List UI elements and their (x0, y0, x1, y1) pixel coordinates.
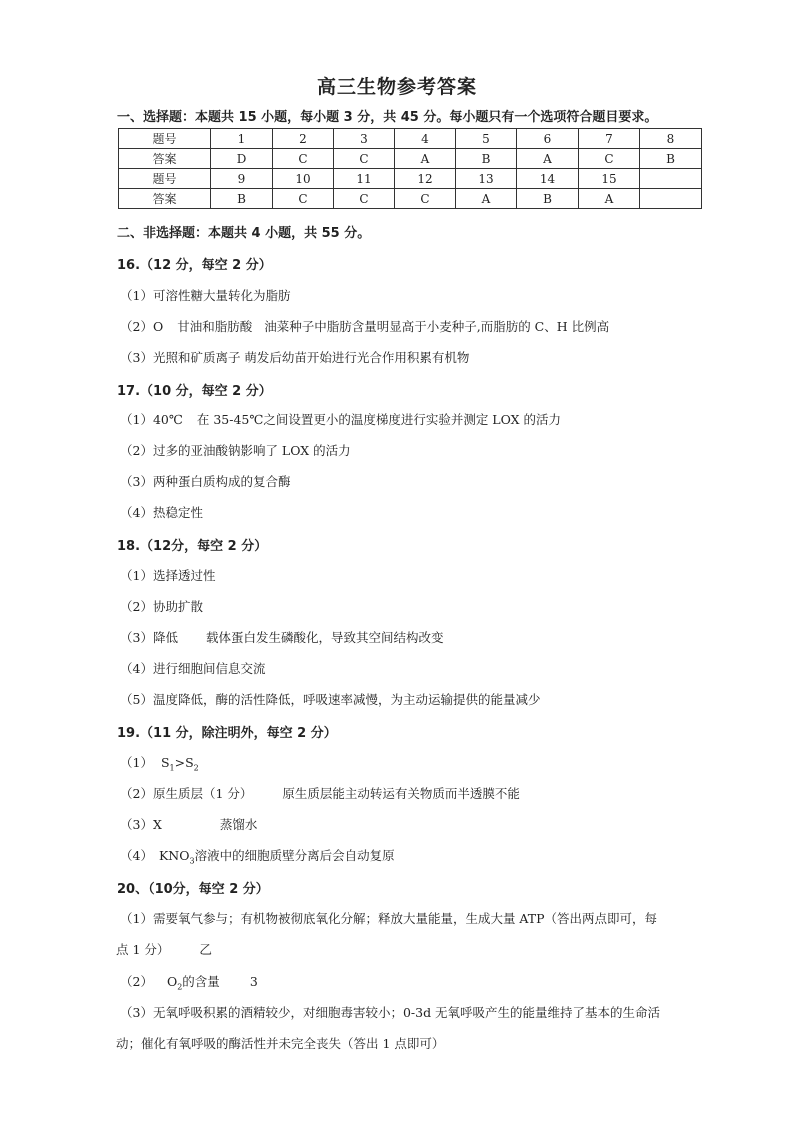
table-cell: B (211, 189, 273, 209)
q18-answer-2: （2）协助扩散 (120, 599, 203, 614)
table-cell: 12 (395, 169, 456, 189)
q19-kno: KNO (158, 848, 190, 863)
q19-answer-1-prefix: （1） (120, 755, 153, 770)
q18-answer-3b: 载体蛋白发生磷酸化，导致其空间结构改变 (205, 630, 444, 645)
q20-answer-2 (120, 972, 258, 992)
q20-answer-2-rest: 的含量 (182, 974, 220, 989)
q17-answer-1b: 在 35-45℃之间设置更小的温度梯度进行实验并测定 LOX 的活力 (196, 412, 562, 427)
table-row (119, 169, 702, 189)
q18-answer-5: （5）温度降低，酶的活性降低，呼吸速率减慢，为主动运输提供的能量减少 (120, 692, 541, 707)
table-row-header: 题号 (119, 129, 211, 149)
table-row (119, 129, 702, 149)
q19-s1: S (160, 755, 170, 770)
q20-answer-3-line1: （3）无氧呼吸积累的酒精较少，对细胞毒害较小；0-3d 无氧呼吸产生的能量维持了基本的生命活 (120, 1005, 661, 1020)
q20-answer-2-value: 3 (249, 974, 258, 989)
table-row (119, 189, 702, 209)
q16-answer-2c: 油菜种子中脂肪含量明显高于小麦种子,而脂肪的 C、H 比例高 (264, 319, 610, 334)
table-cell: B (517, 189, 579, 209)
table-cell: 9 (211, 169, 273, 189)
table-cell: 8 (640, 129, 702, 149)
q16-answer-1: （1）可溶性糖大量转化为脂肪 (120, 288, 291, 303)
q19-answer-3a: （3）X (120, 817, 162, 832)
table-row-header: 答案 (119, 149, 211, 169)
table-cell: B (640, 149, 702, 169)
q16-answer-2 (120, 317, 609, 335)
q20-answer-1-line1: （1）需要氧气参与；有机物被彻底氧化分解；释放大量能量，生成大量 ATP（答出两点即可，每 (120, 911, 658, 926)
table-cell: A (395, 149, 456, 169)
table-cell: 14 (517, 169, 579, 189)
q20-heading: 20、（10分，每空 2 分） (117, 882, 269, 897)
q20-answer-2-prefix: （2） (120, 974, 153, 989)
q19-answer-2a: （2）原生质层（1 分） (120, 786, 253, 801)
q19-answer-4 (120, 846, 395, 866)
q19-answer-4-prefix: （4） (120, 848, 153, 863)
table-cell: A (517, 149, 579, 169)
q20-answer-3-line2: 动；催化有氧呼吸的酶活性并未完全丧失（答出 1 点即可） (116, 1036, 445, 1051)
q19-s1-sub: 1 (169, 763, 175, 773)
q17-answer-1a: （1）40℃ (120, 412, 183, 427)
table-cell: C (395, 189, 456, 209)
q17-answer-4: （4）热稳定性 (120, 505, 203, 520)
q19-gt-s2: >S (174, 755, 194, 770)
table-cell: C (273, 149, 334, 169)
table-cell: 2 (273, 129, 334, 149)
table-cell: 15 (579, 169, 640, 189)
table-cell: 4 (395, 129, 456, 149)
q16-answer-2a: （2）O (120, 319, 164, 334)
q18-heading: 18.（12分，每空 2 分） (117, 539, 268, 554)
answer-table (118, 128, 702, 209)
table-cell: A (579, 189, 640, 209)
q16-answer-2b: 甘油和脂肪酸 (177, 319, 253, 334)
q16-answer-3: （3）光照和矿质离子 萌发后幼苗开始进行光合作用积累有机物 (120, 350, 470, 365)
q20-o2: O (166, 974, 178, 989)
section2-heading: 二、非选择题：本题共 4 小题，共 55 分。 (117, 226, 371, 241)
q19-answer-4-rest: 溶液中的细胞质壁分离后会自动复原 (194, 848, 395, 863)
table-cell: 11 (334, 169, 395, 189)
table-cell: B (456, 149, 517, 169)
q18-answer-3a: （3）降低 (120, 630, 178, 645)
q20-answer-1-line2 (116, 940, 212, 958)
q17-answer-1 (120, 410, 561, 428)
q19-kno-sub: 3 (189, 856, 195, 866)
q20-o2-sub: 2 (177, 982, 183, 992)
q19-answer-3 (120, 815, 257, 833)
section1-heading: 一、选择题：本题共 15 小题，每小题 3 分，共 45 分。每小题只有一个选项符合题目要求。 (117, 110, 658, 125)
q16-heading: 16.（12 分，每空 2 分） (117, 258, 272, 273)
table-cell: C (273, 189, 334, 209)
q17-heading: 17.（10 分，每空 2 分） (117, 384, 272, 399)
table-cell: 3 (334, 129, 395, 149)
q19-answer-3b: 蒸馏水 (219, 817, 258, 832)
q20-answer-1-line2a: 点 1 分） (116, 942, 170, 957)
q17-answer-3: （3）两种蛋白质构成的复合酶 (120, 474, 291, 489)
table-row (119, 149, 702, 169)
q18-answer-4: （4）进行细胞间信息交流 (120, 661, 266, 676)
q19-answer-2 (120, 784, 520, 802)
page-title: 高三生物参考答案 (316, 76, 477, 98)
table-cell: 7 (579, 129, 640, 149)
q19-heading: 19.（11 分，除注明外，每空 2 分） (117, 726, 337, 741)
table-cell: 6 (517, 129, 579, 149)
q18-answer-1: （1）选择透过性 (120, 568, 216, 583)
table-cell: C (334, 149, 395, 169)
table-cell: 5 (456, 129, 517, 149)
q20-answer-1-line2b: 乙 (199, 942, 212, 957)
q19-answer-1 (120, 753, 199, 773)
table-row-header: 题号 (119, 169, 211, 189)
table-cell: C (579, 149, 640, 169)
q19-answer-2b: 原生质层能主动转运有关物质而半透膜不能 (282, 786, 520, 801)
table-cell: 10 (273, 169, 334, 189)
table-cell: 13 (456, 169, 517, 189)
table-cell (640, 169, 702, 189)
table-cell: C (334, 189, 395, 209)
table-cell (640, 189, 702, 209)
table-cell: 1 (211, 129, 273, 149)
q19-s2-sub: 2 (193, 763, 199, 773)
table-row-header: 答案 (119, 189, 211, 209)
table-cell: A (456, 189, 517, 209)
q18-answer-3 (120, 628, 443, 646)
q17-answer-2: （2）过多的亚油酸钠影响了 LOX 的活力 (120, 443, 351, 458)
table-cell: D (211, 149, 273, 169)
